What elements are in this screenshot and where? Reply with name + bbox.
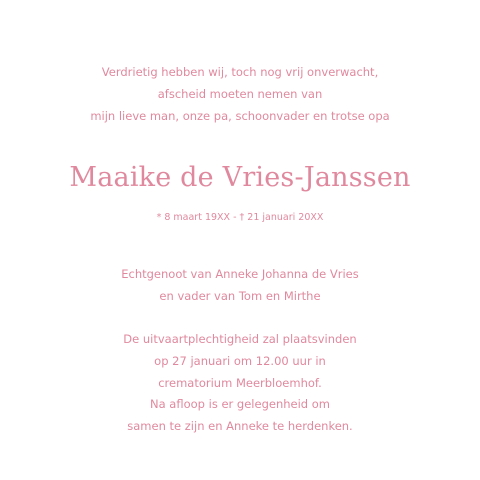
intro-line-1: Verdrietig hebben wij, toch nog vrij onverwacht, <box>101 65 379 79</box>
deceased-name: Maaike de Vries-Janssen <box>69 162 411 193</box>
intro-line-3: mijn lieve man, onze pa, schoonvader en trotse opa <box>90 109 390 123</box>
ceremony-line-2: op 27 januari om 12.00 uur in <box>154 354 326 368</box>
relation-line-2: en vader van Tom en Mirthe <box>159 289 321 303</box>
relation-line-1: Echtgenoot van Anneke Johanna de Vries <box>121 267 359 281</box>
intro-line-2: afscheid moeten nemen van <box>157 87 323 101</box>
ceremony-line-1: De uitvaartplechtigheid zal plaatsvinden <box>123 332 357 346</box>
life-dates: * 8 maart 19XX - † 21 januari 20XX <box>156 212 324 223</box>
ceremony-line-4: Na afloop is er gelegenheid om <box>150 397 330 411</box>
ceremony-line-3: crematorium Meerbloemhof. <box>158 376 322 390</box>
ceremony-line-5: samen te zijn en Anneke te herdenken. <box>127 419 353 433</box>
